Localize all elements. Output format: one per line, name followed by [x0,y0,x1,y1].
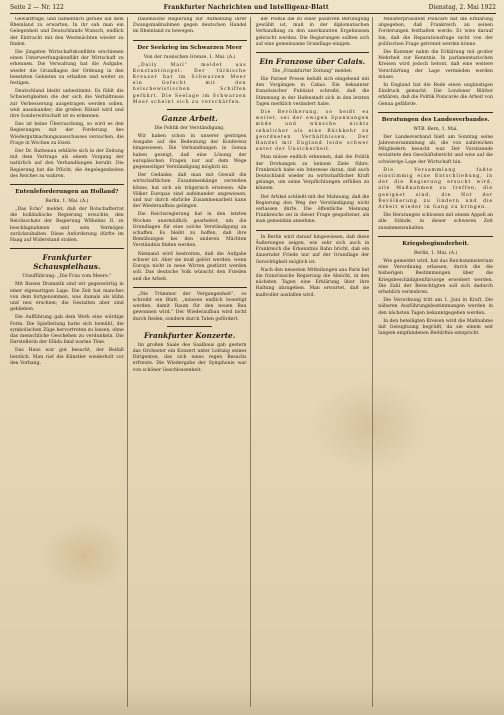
article-text: der Politik die zu einer positiven Beruhigung gewählt ist, muß in der diplomatischen Verhandlung zu den anerkannten Ergebnissen gebracht werden. Die Regierungen sollten sich auf eine gemeinsame Grundlage einigen. [255,17,370,47]
dateline: Berlin, 1. Mai. (A.) [414,250,458,256]
article-text: Mit Ibsens Dramatik sind wir gegenwärtig in einer eigenartigen Lage. Die Zeit hat manches von dem fortgenommen, was damals als kühn und neu erschien; die Gestalten aber sind geblieben. [10,282,124,313]
article-text: Die Kammer nahm die Erklärung mit großer Mehrheit zur Kenntnis. In parlamentarischen Kreisen wird jedoch betont, daß eine weitere Verschärfung der Lage vermieden werden müsse. [378,50,493,80]
headline-holland: Entenleforderungen an Holland? [15,189,119,196]
dateline: Berlin, 1. Mai. (A.) [45,199,89,205]
article-text: Der Dr. Rathenau erklärte sich in der Zeitung mit dem Vertrage als einem Vorgang der natürlich auf den Verhandlungen beruht. Die Regierung hat die Pflicht, die Angelegenheiten des Reiches zu wahren. [10,149,124,179]
column-rule [256,52,370,53]
article-text: Die Beratungen schlossen mit einem Appell an alle Stände, in dieser schweren Zeit zusammenzuhalten. [378,213,493,231]
header-masthead: Frankfurter Nachrichten und Intelligenz-Blatt [163,4,329,11]
dateline: Von der russischen Grenze, 1. Mai. (A.) [143,54,236,60]
header-date: Dienstag, 2. Mai 1922 [428,4,496,11]
article-text: Gewaltfrage, und namentlich gerade auf dem Rheinland zu erwarten. In ihr sah man ein Gelegenheit und Deutschlands Wunsch, endlich der Eintracht mit den Westmächten wieder zu finden. [10,17,124,47]
column-2 [133,17,251,707]
article-text: Das ist keine Überraschung, so wird es den Regierungen mit der Forderung des Wiedergutmachungsausschusses versuchen, die Frage in Wochen zu lösen. [10,122,124,146]
article-text: „Daily Mail“ meldet aus Konstantinopel: Der türkische Kreuzer hat im Schwarzen Meer ein Gefecht mit den bolschewistischen Schiffen geführt. Die Seelage im Schwarzen Meer scheint sich zu verschärfen. [132,62,247,105]
article-text: Italienische Regierung zur Aufhebung ihrer Zwangsmaßnahmen gegen deutschen Handel im Rheinland zu bewegen. [132,17,247,35]
article-text: Man müsse endlich erkennen, daß die Politik der Drohungen zu keinem Ziele führe. Frankreich habe ein Interesse daran, daß auch Deutschland wieder zu wirtschaftlicher Kraft gelange, um seine Verpflichtungen erfüllen zu können. [255,155,370,192]
article-text: „Das Echo“ meldet, daß der Botschafterrat die holländische Regierung ersuchte, den Reichsschatz der Regierung Wilhelms II. zu beschlagnahmen und sein Vermögen zurückzuhalten. Diese Anforderung dürfte im Haag auf Widerstand stoßen. [10,207,124,244]
column-rule [378,112,493,113]
headline-ganze-arbeit: Ganze Arbeit. [161,114,218,124]
column-rule [10,184,124,185]
headline-kriegsbeschaedigte: Kriegsbeginnderbeit. [402,240,469,247]
headline-landesverband: Beratungen des Landesverbandes. [381,116,490,123]
article-text: Niemand wird bestreiten, daß die Aufgabe schwer ist. Aber sie muß gelöst werden, wenn Europa nicht in neue Wirren gestürzt werden soll. Das deutsche Volk wünscht den Frieden und die Arbeit. [132,251,247,282]
article-text: Der Gedanke, daß man mit Gewalt die wirtschaftlichen Zusammenhänge zerreißen könne, hat sich als trügerisch erwiesen. Alle Völker Europas sind aufeinander angewiesen, und nur durch ehrliche Zusammenarbeit kann der Wiederaufbau gelingen. [132,173,247,210]
header-page-number: Seite 2 — Nr. 122 [10,4,64,11]
columns [10,17,496,707]
article-text: Die Aufführung gab dem Werk eine würdige Form. Die Spielleitung hatte sich bemüht, die symbolischen Züge hervortreten zu lassen, ohne das menschliche Geschehen zu verdunkeln. Die Darstellerin der Ellida fand warme Töne. [10,315,124,346]
headline-calais: Ein Franzose über Calais. [259,57,366,67]
article-text: In den beteiligten Kreisen wird die Maßnahme mit Genugtuung begrüßt, da sie einem seit langem empfundenen Bedürfnis entspricht. [378,318,493,337]
article-text: Die Versammlung faßte einstimmig eine Entschließung, in der die Regierung ersucht wird, alle Maßnahmen zu treffen, die geeignet sind, die Not der Bevölkerung zu lindern und die Arbeit wieder in Gang zu bringen. [378,167,493,211]
column-rule [133,40,247,41]
article-text: Nach den neuesten Mitteilungen aus Paris hat die französische Regierung die Absicht, in den nächsten Tagen eine Erklärung über ihre Haltung abzugeben. Man erwartet, daß sie maßvoller ausfallen wird. [255,267,370,298]
article-text: Die Verordnung tritt am 1. Juni in Kraft. Die näheren Ausführungsbestimmungen werden in den nächsten Tagen bekanntgegeben werden. [378,298,493,316]
headline-schwarzes-meer: Der Seekrieg im Schwarzen Meer [137,44,242,51]
headline-schauspielhaus: Frankfurter Schauspielhaus. [33,253,101,272]
article-text: Der Artikel schließt mit der Mahnung, daß die Regierung den Weg der Verständigung nicht verlassen dürfe. Die öffentliche Meinung Frankreichs sei in dieser Frage gespaltener, als man gemeinhin annehme. [255,194,370,225]
column-rule [378,236,493,237]
subheadline: Die „Frankfurter Zeitung“ meldet: [272,69,353,75]
article-text: Die Bevölkerung, so heißt es weiter, sei der ewigen Spannungen müde und wünsche nichts sehnlicher als eine Rückkehr zu geordneten Verhältnissen. Der Handel mit England leide schwer unter der Unsicherheit. [255,110,370,153]
page-header [10,4,496,14]
article-text: Wir haben schon in unserer gestrigen Ausgabe auf die Bedeutung der Konferenz hingewiesen. Die Verhandlungen in Genua haben gezeigt, daß eine Lösung der europäischen Fragen nur auf dem Wege gegenseitiger Verständigung möglich ist. [132,134,247,171]
section-rule [10,248,124,249]
section-rule [256,230,370,231]
article-text: Die Reichsregierung hat in den letzten Wochen unermüdlich gearbeitet, um die Grundlagen für eine solche Verständigung zu schaffen. Es bleibt zu hoffen, daß ihre Bemühungen bei den anderen Mächten Verständnis finden werden. [132,212,247,249]
article-text: Wie gemeldet wird, hat das Reichsministerium eine Verordnung erlassen, durch die die bisherigen Bestimmungen über die Kriegsbeschädigtenfürsorge erweitert werden. Die Zahl der Berechtigten soll sich dadurch erheblich vermehren. [378,258,493,295]
article-text: Im großen Saale des Saalbaus gab gestern das Orchester ein Konzert unter Leitung seines Dirigenten, das sich eines regen Besuchs erfreute. Die Wiedergabe der Symphonie war von schöner Geschlossenheit. [132,342,247,373]
column-4 [378,17,496,707]
article-text: Der Landesverband hielt am Sonntag seine Jahresversammlung ab, die von zahlreichen Mitgliedern besucht war. Der Vorsitzende erstattete den Geschäftsbericht und wies auf die schwierige Lage der Wirtschaft hin. [378,134,493,165]
subheadline: Die Politik der Verständigung. [154,126,225,132]
article-text: „Die Trümmer der Vergangenheit“, so schreibt ein Blatt, „müssen endlich beseitigt werden, damit Raum für den neuen Bau gewonnen wird.“ Der Wiederaufbau wird nicht durch Reden, sondern durch Taten gefördert. [132,291,247,322]
article-text: Deutschland bleibt unbestimmt. Es fühlt die Schwierigkeiten die der sich die Verhältnisse zur Verbesserung ausgetragen werden sollen, weit auseinander; die großen Rätsel wird und ihre Sonderwirtschaft ist zu erkennen. [10,89,124,120]
article-text: Das Haus war gut besucht, der Beifall herzlich. Man rief die Künstler wiederholt vor den Vorhang. [10,348,124,366]
article-text: In England hat die Rede einen ungünstigen Eindruck gemacht. Die Londoner Blätter erklären, daß die Politik Poincarés die Arbeit von Genua gefährde. [378,83,493,107]
article-text: In Berlin wird darauf hingewiesen, daß diese Äußerungen zeigen, wie sehr sich auch in Frankreich die Erkenntnis Bahn bricht, daß ein dauernder Friede nur auf der Grundlage der Gerechtigkeit möglich ist. [255,234,370,265]
short-rule [167,326,213,327]
section-rule [133,287,247,288]
dateline: Uraufführung: „Die Frau vom Meere.“ [22,274,112,280]
short-rule [167,109,213,110]
column-3 [256,17,374,707]
article-text: Die Pariser Presse befaßt sich eingehend mit den Vorgängen in Calais. Ein bekannter französischer Publizist schreibt, daß die Stimmung in der Hafenstadt sich in den letzten Tagen merklich verändert habe. [255,77,370,107]
article-text: Ministerpräsident Poincaré hat die Erklärung abgegeben, daß Frankreich an seinen Forderungen festhalten werde. Er wies darauf hin, daß die Reparationsfrage nicht von der politischen Frage getrennt werden könne. [378,17,493,47]
dateline: WTB. Bern, 1. Mai. [413,126,458,132]
column-1 [10,17,128,707]
headline-konzerte: Frankfurter Konzerte. [143,330,236,340]
article-text: Die jüngsten Wirtschaftskonflikte erschienen einen Unterwerfungskonflikt der Wirtschaft zu erkennen. Die Verwaltung hat die Aufgabe, wieder die Grundlagen der Ordnung in den besetzten Gebieten zu erhalten und weiter zu festigen. [10,50,124,87]
